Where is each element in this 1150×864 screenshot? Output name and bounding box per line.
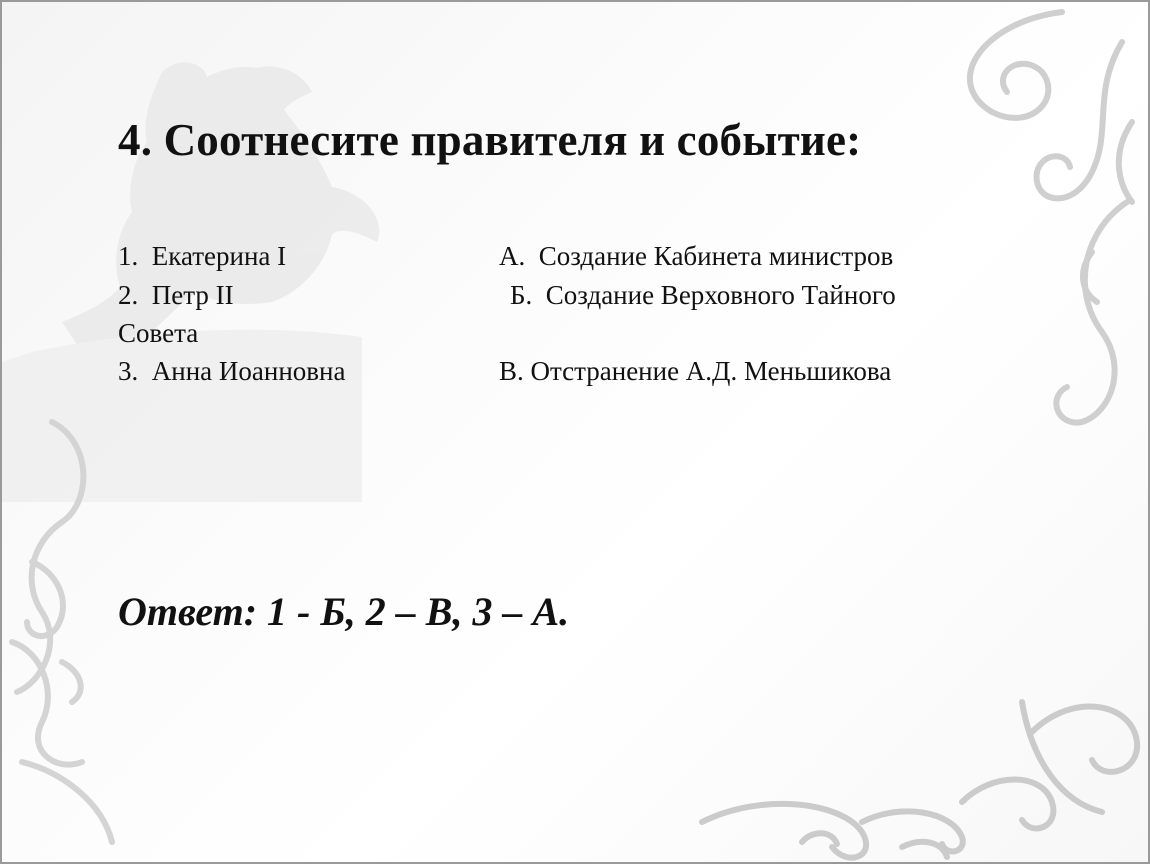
event-text: Создание Кабинета министров (538, 241, 894, 271)
event-letter: В. (499, 356, 524, 386)
event-item-v (499, 358, 891, 385)
event-item-a (499, 243, 893, 270)
ruler-item-2 (118, 282, 234, 309)
ruler-number: 2. (118, 280, 139, 310)
answer-text: Ответ: 1 - Б, 2 – В, 3 – А. (118, 589, 570, 634)
event-item-b (510, 282, 896, 309)
slide-title: 4. Соотнесите правителя и событие: (118, 115, 862, 165)
event-b-continuation: Совета (118, 318, 199, 348)
ruler-item-1 (118, 243, 286, 270)
event-letter: А. (499, 241, 526, 271)
ruler-number: 1. (118, 241, 139, 271)
ruler-item-3 (118, 358, 345, 385)
ruler-number: 3. (118, 356, 139, 386)
event-text: Отстранение А.Д. Меньшикова (530, 356, 892, 386)
bottom-ornament-icon (702, 702, 1137, 858)
ruler-name: Екатерина I (151, 241, 287, 271)
event-letter: Б. (510, 280, 533, 310)
ruler-name: Петр II (151, 280, 234, 310)
right-ornament-icon (970, 12, 1132, 423)
ruler-name: Анна Иоанновна (151, 356, 346, 386)
event-text: Создание Верховного Тайного (545, 280, 896, 310)
